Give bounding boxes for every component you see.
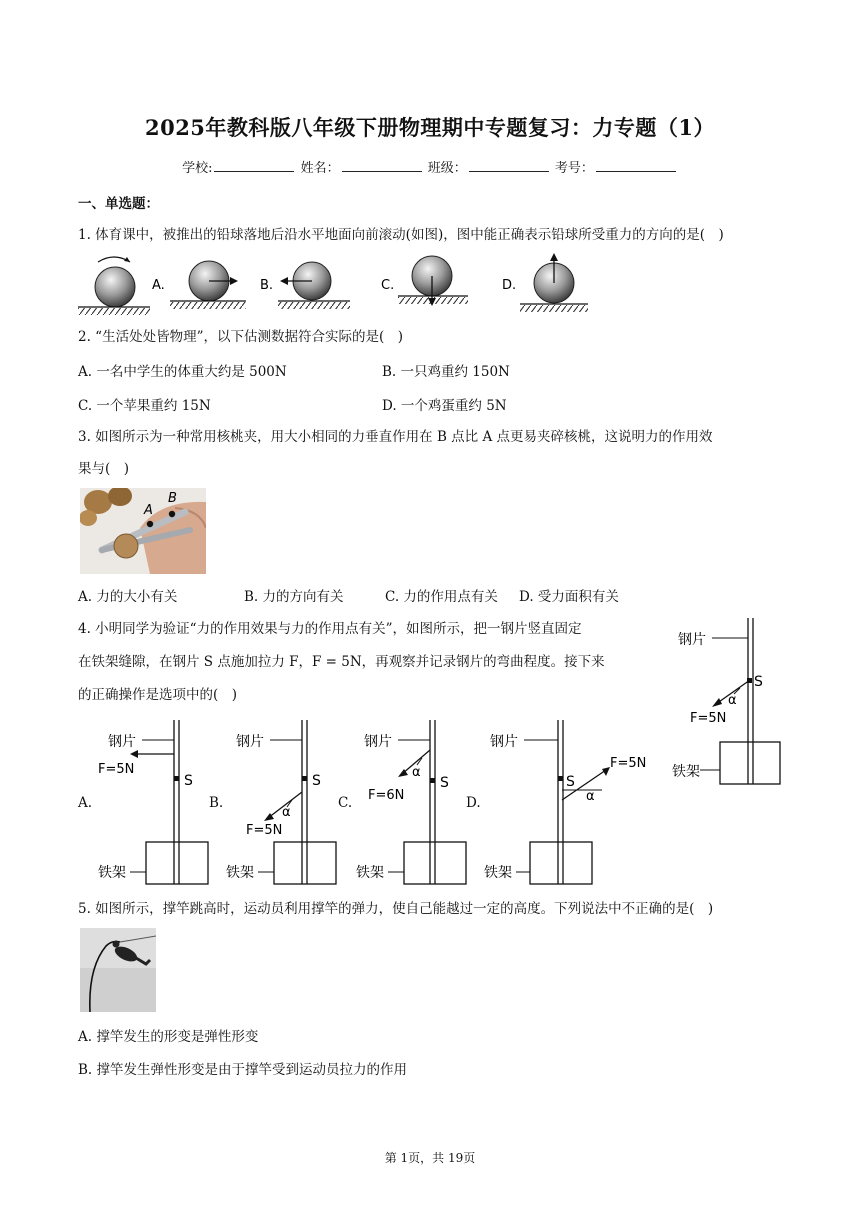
d-steel-label: 钢片 <box>490 734 518 750</box>
q4-main-figure <box>672 618 787 788</box>
student-info-line <box>0 157 860 176</box>
q3-option-c[interactable]: C. 力的作用点有关 <box>385 589 498 605</box>
main-stand-label: 铁架 <box>672 764 700 780</box>
q1-label-c: C. <box>381 278 395 293</box>
main-force-label: F=5N <box>690 711 727 726</box>
nutcracker-photo <box>80 488 206 574</box>
q4-label-b[interactable]: B. <box>209 795 224 811</box>
d-s-label: S <box>566 774 575 790</box>
option-d-ball <box>520 253 588 312</box>
q5-text: 5. 如图所示，撑竿跳高时，运动员利用撑竿的弹力，使自己能越过一定的高度。下列说法中不正确的是( ) <box>78 901 714 917</box>
q3-option-d[interactable]: D. 受力面积有关 <box>519 589 619 605</box>
point-a-label: A <box>144 503 153 518</box>
a-steel-label: 钢片 <box>108 734 136 750</box>
q1-figure <box>74 250 594 318</box>
id-blank[interactable] <box>596 159 676 172</box>
q5-option-b[interactable]: B. 撑竿发生弹性形变是由于撑竿受到运动员拉力的作用 <box>78 1062 408 1078</box>
q1-text: 1. 体育课中，被推出的铅球落地后沿水平地面向前滚动(如图)，图中能正确表示铅球所受重力的方向的是( ) <box>78 227 724 243</box>
b-s-label: S <box>312 773 321 789</box>
option-c-ball <box>398 256 468 306</box>
main-s-label: S <box>754 674 763 690</box>
q4-label-a[interactable]: A. <box>78 795 93 811</box>
q3-option-a[interactable]: A. 力的大小有关 <box>78 589 178 605</box>
c-steel-label: 钢片 <box>364 734 392 750</box>
b-alpha-label: α <box>282 805 291 820</box>
q4-text-line3: 的正确操作是选项中的( ) <box>78 687 238 703</box>
q2-text: 2. “生活处处皆物理”，以下估测数据符合实际的是( ) <box>78 329 404 345</box>
b-steel-label: 钢片 <box>236 734 264 750</box>
q4-option-b-figure <box>222 720 340 886</box>
a-force-label: F=5N <box>98 762 135 777</box>
rolling-ball-original <box>78 257 150 315</box>
d-force-label: F=5N <box>610 756 647 771</box>
q4-option-c-figure <box>352 720 470 886</box>
page-title: 2025年教科版八年级下册物理期中专题复习：力专题（1） <box>144 115 716 140</box>
c-alpha-label: α <box>412 765 421 780</box>
q2-option-a[interactable]: A. 一名中学生的体重大约是 500N <box>78 364 287 380</box>
q3-text-line1: 3. 如图所示为一种常用核桃夹，用大小相同的力垂直作用在 B 点比 A 点更易夹碎核桃，这说明力的作用效 <box>78 429 713 445</box>
pole-vault-photo <box>80 928 156 1012</box>
q2-option-b[interactable]: B. 一只鸡重约 150N <box>382 364 510 380</box>
main-steel-label: 钢片 <box>678 632 706 648</box>
c-force-label: F=6N <box>368 788 405 803</box>
section-heading: 一、单选题： <box>78 196 159 212</box>
info-name-label: 姓名： <box>300 161 340 176</box>
b-stand-label: 铁架 <box>226 865 254 881</box>
info-school-label: 学校: <box>182 161 213 176</box>
q3-text-line2: 果与( ) <box>78 461 130 477</box>
q4-label-d[interactable]: D. <box>466 795 481 811</box>
class-blank[interactable] <box>469 159 549 172</box>
q4-text-line1: 4. 小明同学为验证“力的作用效果与力的作用点有关”，如图所示，把一钢片竖直固定 <box>78 621 582 637</box>
page-footer: 第 1页，共 19页 <box>384 1151 476 1165</box>
q4-option-d-figure <box>482 720 662 886</box>
info-class-label: 班级： <box>427 161 467 176</box>
q1-label-b: B. <box>260 278 274 293</box>
point-b-label: B <box>168 491 177 506</box>
option-b-ball <box>278 262 350 309</box>
b-force-label: F=5N <box>246 823 283 838</box>
q5-option-a[interactable]: A. 撑竿发生的形变是弹性形变 <box>78 1029 259 1045</box>
q3-option-b[interactable]: B. 力的方向有关 <box>244 589 344 605</box>
option-a-ball <box>170 261 246 309</box>
c-s-label: S <box>440 775 449 791</box>
name-blank[interactable] <box>342 159 422 172</box>
q4-label-c[interactable]: C. <box>338 795 353 811</box>
q2-option-c[interactable]: C. 一个苹果重约 15N <box>78 398 211 414</box>
q1-label-a: A. <box>152 278 165 293</box>
q2-option-d[interactable]: D. 一个鸡蛋重约 5N <box>382 398 507 414</box>
info-id-label: 考号： <box>554 161 594 176</box>
q4-text-line2: 在铁架缝隙，在钢片 S 点施加拉力 F，F = 5N，再观察并记录钢片的弯曲程度。接下来 <box>78 654 605 670</box>
a-stand-label: 铁架 <box>98 865 126 881</box>
d-stand-label: 铁架 <box>484 865 512 881</box>
q4-option-a-figure <box>94 720 212 886</box>
d-alpha-label: α <box>586 789 595 804</box>
c-stand-label: 铁架 <box>356 865 384 881</box>
school-blank[interactable] <box>214 159 294 172</box>
q1-label-d: D. <box>502 278 517 293</box>
a-s-label: S <box>184 773 193 789</box>
main-alpha-label: α <box>728 693 737 708</box>
